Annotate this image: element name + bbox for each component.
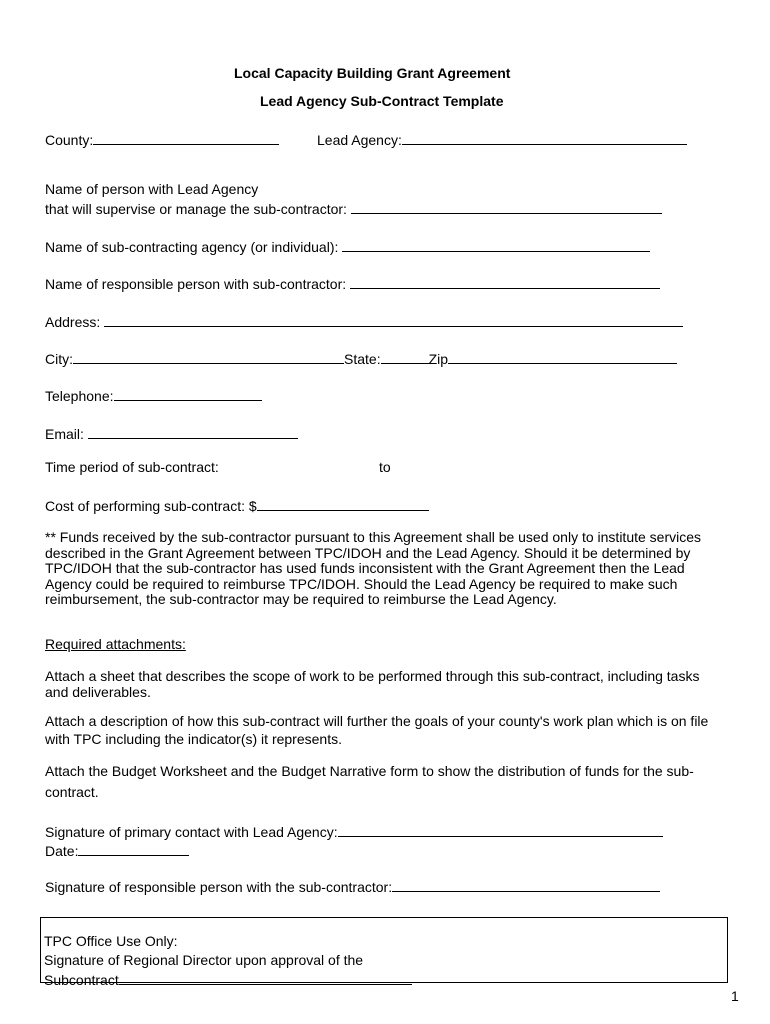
subcontracting-agency-label: Name of sub-contracting agency (or individual): <box>45 239 339 255</box>
lead-agency-signature-line[interactable] <box>338 822 663 837</box>
page-number: 1 <box>731 988 739 1004</box>
responsible-person-field[interactable] <box>45 274 660 292</box>
lead-agency-signature-label: Signature of primary contact with Lead Agency: <box>45 824 338 840</box>
attachments-heading: Required attachments: <box>45 636 186 652</box>
address-line[interactable] <box>104 312 683 327</box>
lead-agency-label: Lead Agency: <box>317 132 402 148</box>
office-use-signature-text: Signature of Regional Director upon approval of the <box>44 952 364 968</box>
document-subtitle: Lead Agency Sub-Contract Template <box>260 93 504 109</box>
state-line[interactable] <box>381 349 429 364</box>
date-label: Date: <box>45 843 79 859</box>
subcontractor-signature-label: Signature of responsible person with the sub-contractor: <box>45 879 393 895</box>
date-field[interactable] <box>45 841 189 859</box>
city-label: City: <box>45 351 73 367</box>
email-line[interactable] <box>88 424 298 439</box>
address-label: Address: <box>45 314 101 330</box>
responsible-person-line[interactable] <box>350 274 660 289</box>
subcontractor-signature-line[interactable] <box>392 877 660 892</box>
supervisor-label-line1: Name of person with Lead Agency <box>45 181 259 197</box>
county-field[interactable] <box>45 130 279 148</box>
subcontracting-agency-line[interactable] <box>342 237 650 252</box>
supervisor-label-line2: that will supervise or manage the sub-contractor: <box>45 201 347 217</box>
county-line[interactable] <box>93 130 279 145</box>
telephone-field[interactable] <box>45 386 262 404</box>
attachment-item-scope: Attach a sheet that describes the scope of work to be performed through this sub-contract, including tasks and deliverables. <box>45 668 700 700</box>
county-label: County: <box>45 132 94 148</box>
email-label: Email: <box>45 426 84 442</box>
cost-label: Cost of performing sub-contract: $ <box>45 498 257 514</box>
office-use-subcontract-field[interactable] <box>44 970 412 988</box>
document-title: Local Capacity Building Grant Agreement <box>234 65 511 81</box>
attachment-item-budget: Attach the Budget Worksheet and the Budget Narrative form to show the distribution of funds for the sub-contract. <box>45 763 694 800</box>
telephone-line[interactable] <box>114 386 262 401</box>
office-use-box <box>40 917 728 988</box>
cost-field[interactable] <box>45 496 429 514</box>
time-period-label: Time period of sub-contract: <box>45 459 219 475</box>
zip-line[interactable] <box>448 349 677 364</box>
time-period-to: to <box>379 459 391 475</box>
office-use-heading: TPC Office Use Only: <box>44 933 178 949</box>
city-line[interactable] <box>73 349 344 364</box>
city-state-zip-field[interactable] <box>45 349 677 367</box>
office-use-signature-line[interactable] <box>119 970 412 985</box>
subcontractor-signature-field[interactable] <box>45 877 660 895</box>
state-label: State: <box>344 351 381 367</box>
telephone-label: Telephone: <box>45 388 114 404</box>
lead-agency-field[interactable] <box>317 130 687 148</box>
attachment-item-goals: Attach a description of how this sub-contract will further the goals of your county's work plan which is on file with TPC including the indicator(s) it represents. <box>45 713 709 747</box>
address-field[interactable] <box>45 312 683 330</box>
lead-agency-signature-field[interactable] <box>45 822 663 840</box>
email-field[interactable] <box>45 424 298 442</box>
supervisor-field[interactable] <box>45 199 662 217</box>
zip-label: Zip <box>428 351 449 367</box>
responsible-person-label: Name of responsible person with sub-contractor: <box>45 276 347 292</box>
cost-line[interactable] <box>257 496 429 511</box>
office-use-subcontract-label: Subcontract <box>44 972 119 988</box>
lead-agency-line[interactable] <box>402 130 687 145</box>
supervisor-line[interactable] <box>351 199 662 214</box>
date-line[interactable] <box>78 841 189 856</box>
subcontracting-agency-field[interactable] <box>45 237 650 255</box>
funds-notice: ** Funds received by the sub-contractor pursuant to this Agreement shall be used only to institute services described in the Grant Agreement between TPC/IDOH and the Lead Agency. Should it be determined by TPC/IDOH that the sub-contractor has used funds inconsistent with the Grant Agreement then the Lead Agency could be required to reimburse TPC/IDOH. Should the Lead Agency be required to make such reimbursement, the sub-contractor may be required to reimburse the Lead Agency. <box>45 529 702 607</box>
